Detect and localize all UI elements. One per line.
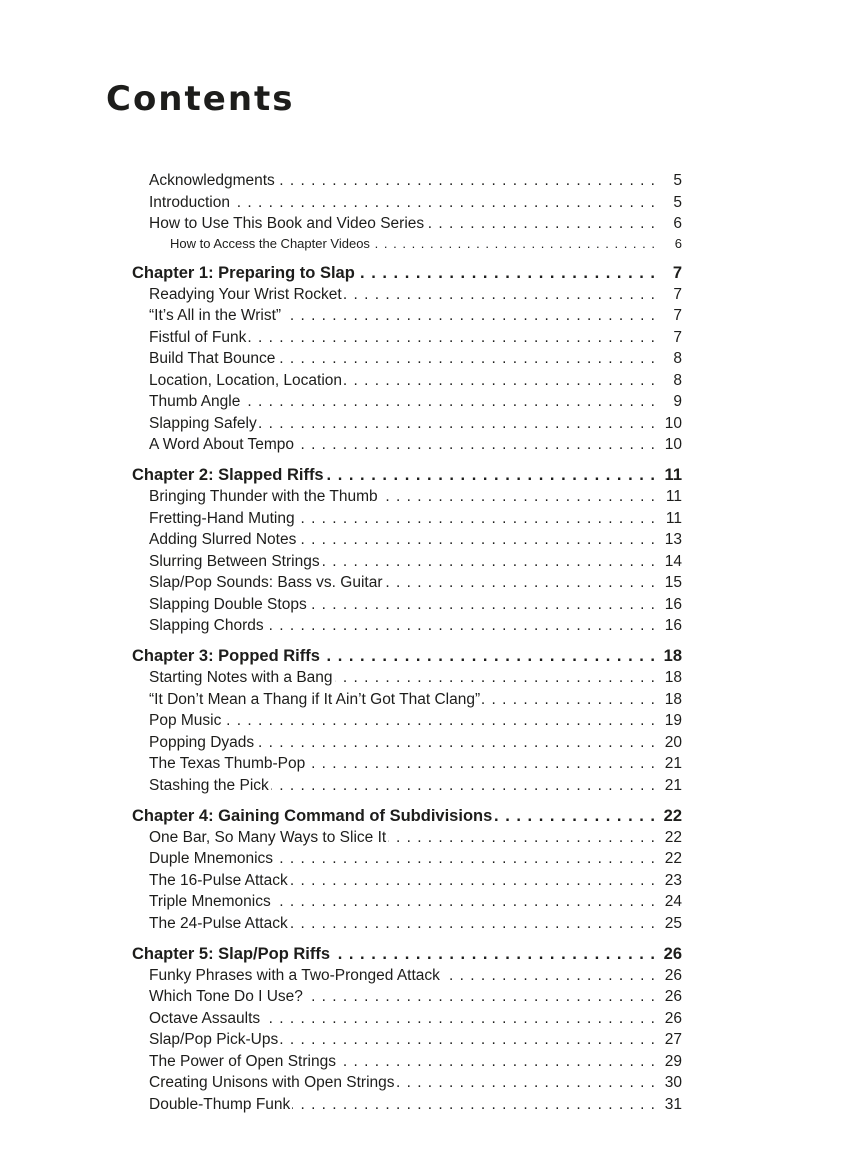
toc-page-number: 11	[664, 466, 682, 484]
toc-page-number: 5	[673, 193, 682, 211]
toc-page-number: 18	[664, 690, 682, 708]
dot-leader	[344, 284, 656, 306]
dot-leader	[335, 667, 656, 689]
toc-entry-row	[132, 848, 682, 870]
toc-page-number: 20	[664, 733, 682, 751]
toc-label: Introduction	[149, 193, 230, 211]
toc-page-number: 26	[663, 944, 682, 963]
toc-label: Popping Dyads	[149, 733, 255, 751]
toc-label: Chapter 5: Slap/Pop Riffs	[132, 944, 331, 963]
toc-label: Bringing Thunder with the Thumb	[149, 488, 378, 505]
toc-label: Chapter 2: Slapped Riffs	[132, 466, 324, 484]
dot-leader	[271, 775, 656, 797]
toc-label: The Power of Open Strings	[149, 1052, 336, 1070]
toc-page-number: 31	[664, 1095, 682, 1113]
toc-chapter-row	[132, 943, 682, 965]
toc-page-number: 11	[665, 509, 682, 527]
toc-label: Duple Mnemonics	[149, 850, 274, 867]
dot-leader	[322, 645, 656, 667]
toc-label: The 24-Pulse Attack	[149, 914, 288, 932]
toc-entry-row	[132, 192, 682, 214]
toc-entry-row	[132, 891, 682, 913]
toc-label: The Texas Thumb-Pop	[149, 755, 306, 772]
toc-label: Slap/Pop Sounds: Bass vs. Guitar	[149, 574, 383, 591]
toc-page-number: 18	[664, 669, 682, 686]
toc-label: Double-Thump Funk	[149, 1095, 291, 1113]
dot-leader	[242, 391, 656, 413]
toc-entry-row	[132, 870, 682, 892]
dot-leader	[259, 413, 656, 435]
toc-label: Thumb Angle	[149, 393, 241, 410]
toc-label: Slapping Safely	[149, 414, 257, 432]
toc-page-number: 8	[673, 350, 682, 367]
toc-entry-row	[132, 348, 682, 370]
toc-entry-row	[132, 529, 682, 551]
toc-entry-row	[132, 305, 682, 327]
dot-leader	[283, 305, 656, 327]
toc-page-number: 22	[664, 850, 682, 867]
toc-page-number: 8	[673, 371, 682, 389]
toc-page-number: 5	[673, 172, 682, 189]
toc-label: How to Use This Book and Video Series	[149, 215, 425, 232]
page-title: Contents	[106, 78, 295, 119]
toc-label: Chapter 3: Popped Riffs	[132, 647, 320, 665]
dot-leader	[277, 170, 656, 192]
toc-page-number: 21	[664, 776, 682, 794]
toc-page-number: 11	[665, 488, 682, 505]
toc-label: Chapter 4: Gaining Command of Subdivisions	[132, 806, 493, 825]
toc-entry-row	[132, 594, 682, 616]
toc-entry-row	[132, 370, 682, 392]
toc-label: Fretting-Hand Muting	[149, 509, 295, 527]
toc-label: “It Don’t Mean a Thang if It Ain’t Got That Clang”	[149, 690, 481, 708]
toc-entry-row	[132, 667, 682, 689]
toc-subentry-row	[132, 235, 682, 254]
toc-chapter-row	[132, 464, 682, 486]
toc-page-number: 30	[664, 1074, 682, 1091]
toc-page-number: 10	[664, 414, 682, 432]
toc-label: Pop Music	[149, 712, 222, 729]
toc-label: How to Access the Chapter Videos	[170, 235, 370, 251]
toc-entry-row	[132, 1029, 682, 1051]
toc-label: Starting Notes with a Bang	[149, 669, 333, 686]
toc-page-number: 13	[664, 531, 682, 548]
toc-entry-row	[132, 615, 682, 637]
toc-label: Funky Phrases with a Two-Pronged Attack	[149, 966, 440, 984]
toc-entry-row	[132, 1072, 682, 1094]
toc-page-number: 22	[664, 828, 682, 846]
toc-entry-row	[132, 284, 682, 306]
toc-page-number: 22	[663, 806, 682, 825]
dot-leader	[275, 848, 656, 870]
toc-label: Stashing the Pick	[149, 776, 269, 794]
toc-entry-row	[132, 413, 682, 435]
toc-page-number: 6	[674, 235, 682, 251]
toc-entry-row	[132, 732, 682, 754]
dot-leader	[292, 1094, 656, 1116]
toc-page-number: 26	[664, 988, 682, 1005]
dot-leader	[223, 710, 656, 732]
toc-entry-row	[132, 327, 682, 349]
toc-entry-row	[132, 710, 682, 732]
toc-entry-row	[132, 391, 682, 413]
toc-entry-row	[132, 572, 682, 594]
toc-entry-row	[132, 827, 682, 849]
dot-leader	[248, 327, 656, 349]
dot-leader	[388, 827, 656, 849]
toc-page-number: 7	[673, 328, 682, 346]
dot-leader	[442, 965, 656, 987]
toc-label: A Word About Tempo	[149, 436, 295, 453]
toc-page-number: 7	[672, 263, 682, 282]
toc-list	[132, 170, 682, 1115]
dot-leader	[273, 891, 656, 913]
toc-page-number: 18	[663, 647, 682, 665]
toc-label: Slapping Double Stops	[149, 595, 307, 613]
toc-label: Triple Mnemonics	[149, 893, 271, 910]
toc-entry-row	[132, 434, 682, 456]
dot-leader	[322, 551, 656, 573]
toc-page-number: 16	[664, 617, 682, 634]
toc-entry-row	[132, 965, 682, 987]
toc-chapter-row	[132, 645, 682, 667]
dot-leader	[262, 1008, 656, 1030]
dot-leader	[332, 943, 656, 965]
dot-leader	[397, 1072, 656, 1094]
dot-leader	[357, 262, 656, 284]
toc-label: Build That Bounce	[149, 350, 276, 367]
dot-leader	[380, 486, 656, 508]
toc-label: Adding Slurred Notes	[149, 531, 297, 548]
toc-page-number: 19	[664, 712, 682, 729]
dot-leader	[309, 594, 656, 616]
dot-leader	[296, 434, 656, 456]
toc-label: Slap/Pop Pick-Ups	[149, 1031, 279, 1048]
dot-leader	[256, 732, 656, 754]
toc-label: “It’s All in the Wrist”	[149, 307, 282, 324]
toc-page-number: 10	[664, 436, 682, 453]
toc-entry-row	[132, 753, 682, 775]
toc-label: Chapter 1: Preparing to Slap	[132, 263, 355, 282]
dot-leader	[384, 572, 656, 594]
toc-entry-row	[132, 551, 682, 573]
dot-leader	[338, 1051, 656, 1073]
dot-leader	[326, 464, 656, 486]
toc-page-number: 26	[664, 966, 682, 984]
dot-leader	[280, 1029, 656, 1051]
toc-entry-row	[132, 913, 682, 935]
toc-entry-row	[132, 213, 682, 235]
dot-leader	[290, 913, 656, 935]
toc-label: Slapping Chords	[149, 617, 264, 634]
toc-label: Location, Location, Location	[149, 371, 343, 389]
toc-page-number: 14	[664, 552, 682, 570]
toc-entry-row	[132, 1008, 682, 1030]
dot-leader	[426, 213, 656, 235]
toc-page-number: 16	[664, 595, 682, 613]
toc-label: Slurring Between Strings	[149, 552, 320, 570]
dot-leader	[298, 529, 656, 551]
toc-page-number: 26	[664, 1009, 682, 1027]
dot-leader	[297, 508, 656, 530]
dot-leader	[494, 805, 656, 827]
toc-page-number: 23	[664, 871, 682, 889]
toc-chapter-row	[132, 805, 682, 827]
toc-label: Creating Unisons with Open Strings	[149, 1074, 395, 1091]
toc-entry-row	[132, 170, 682, 192]
dot-leader	[266, 615, 656, 637]
toc-entry-row	[132, 775, 682, 797]
toc-label: Which Tone Do I Use?	[149, 988, 303, 1005]
dot-leader	[232, 192, 656, 214]
toc-page-number: 7	[673, 285, 682, 303]
toc-label: Readying Your Wrist Rocket	[149, 285, 342, 303]
toc-page-number: 25	[664, 914, 682, 932]
dot-leader	[344, 370, 656, 392]
toc-chapter-row	[132, 262, 682, 284]
toc-label: Acknowledgments	[149, 172, 275, 189]
dot-leader	[307, 753, 656, 775]
toc-page-number: 29	[664, 1052, 682, 1070]
dot-leader	[305, 986, 656, 1008]
toc-label: Octave Assaults	[149, 1009, 261, 1027]
toc-entry-row	[132, 986, 682, 1008]
toc-entry-row	[132, 1094, 682, 1116]
dot-leader	[372, 235, 656, 254]
toc-label: Fistful of Funk	[149, 328, 247, 346]
toc-page-number: 27	[664, 1031, 682, 1048]
dot-leader	[277, 348, 656, 370]
dot-leader	[290, 870, 656, 892]
toc-page-number: 15	[664, 574, 682, 591]
toc-page-number: 7	[673, 307, 682, 324]
toc-entry-row	[132, 486, 682, 508]
toc-entry-row	[132, 689, 682, 711]
toc-page-number: 9	[673, 393, 682, 410]
toc-page-number: 6	[673, 215, 682, 232]
toc-page-number: 24	[664, 893, 682, 910]
dot-leader	[482, 689, 656, 711]
toc-entry-row	[132, 508, 682, 530]
toc-label: The 16-Pulse Attack	[149, 871, 288, 889]
toc-label: One Bar, So Many Ways to Slice It	[149, 828, 387, 846]
toc-page-number: 21	[664, 755, 682, 772]
toc-entry-row	[132, 1051, 682, 1073]
